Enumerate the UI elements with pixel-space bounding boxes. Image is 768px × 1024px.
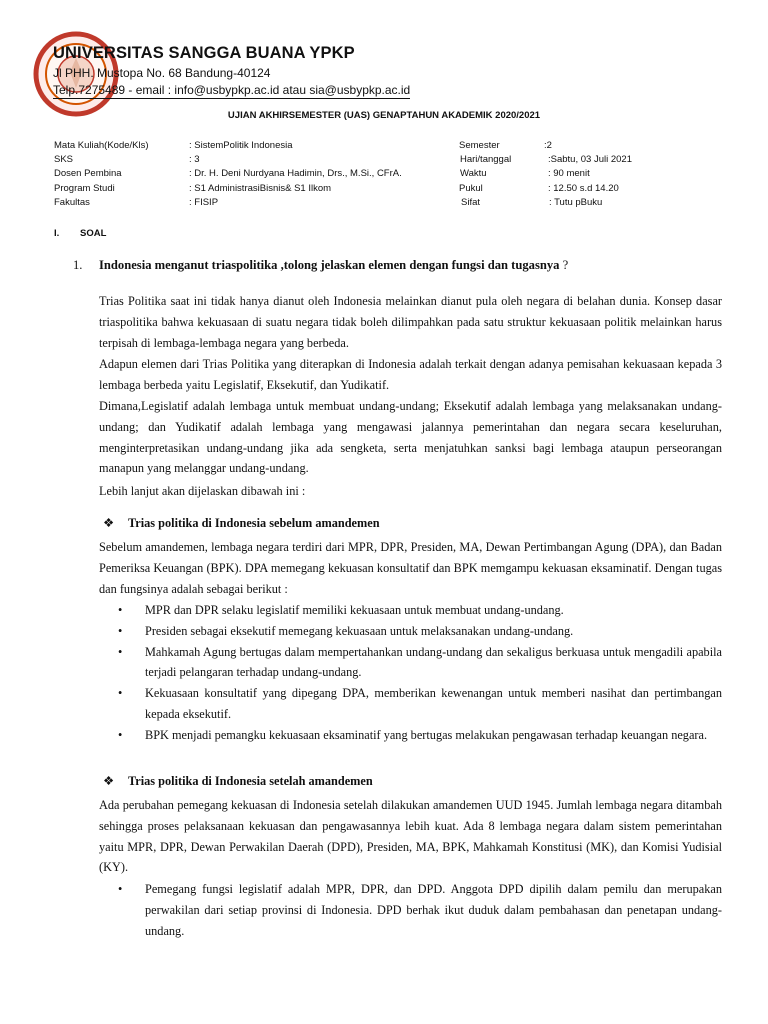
info-label: Dosen Pembina bbox=[54, 168, 122, 180]
question-number: 1. bbox=[73, 258, 83, 272]
info-labels-right bbox=[459, 139, 511, 210]
list-item: • Kekuasaan konsultatif yang dipegang DPA, memberikan kewenangan untuk memberi nasihat dan pertimbangan kepada eksekutif. bbox=[116, 683, 722, 725]
info-value: : S1 AdministrasiBisnis& S1 Ilkom bbox=[189, 182, 332, 194]
list-item: • MPR dan DPR selaku legislatif memiliki kekuasaan untuk membuat undang-undang. bbox=[116, 600, 722, 621]
diamond-bullet-icon: ❖ bbox=[103, 516, 115, 530]
info-label: Sifat bbox=[461, 196, 481, 208]
bullet-list-after bbox=[116, 879, 722, 941]
info-labels-left bbox=[54, 139, 149, 210]
info-values-left bbox=[189, 139, 402, 210]
bullet-icon: • bbox=[118, 644, 123, 659]
question-text: Indonesia menganut triaspolitika ,tolong jelaskan elemen dengan fungsi dan tugasnya bbox=[99, 258, 560, 272]
section-heading bbox=[54, 228, 106, 239]
university-contact: Telp.7275489 - email : info@usbypkp.ac.id atau sia@usbypkp.ac.id bbox=[53, 83, 411, 97]
info-value: : FISIP bbox=[189, 196, 219, 208]
list-item: • Mahkamah Agung bertugas dalam mempertahankan undang-undang dan sekaligus berkuasa untuk mengadili apabila terjadi pelangaran terhadap undang-undang. bbox=[116, 642, 722, 684]
university-address: Jl PHH. Mustopa No. 68 Bandung-40124 bbox=[53, 66, 271, 80]
section-title: SOAL bbox=[80, 228, 107, 239]
subheading-title: Trias politika di Indonesia setelah amandemen bbox=[128, 774, 373, 788]
subheading-before-amendment bbox=[103, 516, 380, 531]
answer-paragraph: Adapun elemen dari Trias Politika yang diterapkan di Indonesia adalah terkait dengan adanya pemisahan kekuasaan kepada 3 lembaga berbeda yaitu Legislatif, Eksekutif, dan Yudikatif. bbox=[99, 357, 722, 392]
info-label: SKS bbox=[54, 154, 74, 166]
info-label: Program Studi bbox=[54, 182, 115, 194]
info-label: Semester bbox=[459, 140, 500, 151]
info-value: : 12.50 s.d 14.20 bbox=[548, 182, 619, 194]
info-value: : 90 menit bbox=[548, 168, 590, 180]
list-item: • Presiden sebagai eksekutif memegang kekuasaan untuk melaksanakan undang-undang. bbox=[116, 621, 722, 642]
bullet-icon: • bbox=[118, 603, 123, 617]
info-value: : Dr. H. Deni Nurdyana Hadimin, Drs., M.Si., CFrA. bbox=[189, 168, 402, 180]
list-item: • BPK menjadi pemangku kekuasaan eksaminatif yang bertugas melakukan pengawasan terhadap keuangan negara. bbox=[116, 725, 722, 746]
bullet-icon: • bbox=[118, 882, 123, 896]
bullet-icon: • bbox=[118, 686, 123, 701]
exam-title: UJIAN AKHIRSEMESTER (UAS) GENAPTAHUN AKADEMIK 2020/2021 bbox=[227, 110, 541, 121]
info-label: Waktu bbox=[460, 168, 487, 180]
info-value: : Tutu pBuku bbox=[549, 196, 603, 208]
question-mark: ? bbox=[559, 258, 569, 272]
answer-paragraph: Ada perubahan pemegang kekuasan di Indonesia setelah dilakukan amandemen UUD 1945. Jumlah lembaga negara ditambah sehingga proses pelaksanaan kekuasan dan pengawasannya lebih kuat. Ada 8 lembaga negara dalam sistem pemerintahan yaitu MPR, DPR, Dewan Perwakilan Daerah (DPD), Presiden, MA, BPK, Mahkamah Konstitusi (MK), dan Komisi Yudisial (KY). bbox=[99, 798, 722, 875]
info-value: :2 bbox=[544, 140, 552, 151]
university-name: UNIVERSITAS SANGGA BUANA YPKP bbox=[53, 44, 355, 62]
subheading-after-amendment bbox=[103, 774, 373, 789]
info-label: Fakultas bbox=[54, 196, 90, 208]
info-label: Pukul bbox=[459, 182, 483, 194]
info-label: Hari/tanggal bbox=[460, 154, 512, 166]
info-value: : 3 bbox=[189, 154, 200, 166]
bullet-icon: • bbox=[118, 727, 123, 742]
info-values-right bbox=[542, 139, 632, 210]
info-value: : SistemPolitik Indonesia bbox=[189, 140, 293, 151]
question-1 bbox=[73, 258, 568, 273]
bullet-icon: • bbox=[118, 623, 123, 638]
subheading-title: Trias politika di Indonesia sebelum amandemen bbox=[128, 516, 380, 530]
info-label: Mata Kuliah(Kode/Kls) bbox=[54, 140, 149, 151]
answer-paragraph: Sebelum amandemen, lembaga negara terdiri dari MPR, DPR, Presiden, MA, Dewan Pertimbangan Agung (DPA), dan Badan Pemeriksa Keuangan (BPK). DPA memegang kekuasan konsultatif dan BPK memgampu kekuasan eksaminatif. Dengan tugas dan fungsinya adalah sebagai berikut : bbox=[99, 540, 722, 596]
bullet-list-before bbox=[116, 600, 722, 746]
info-value: :Sabtu, 03 Juli 2021 bbox=[548, 154, 632, 166]
answer-paragraph: Lebih lanjut akan dijelaskan dibawah ini : bbox=[99, 484, 306, 498]
answer-paragraph: Dimana,Legislatif adalah lembaga untuk membuat undang-undang; Eksekutif adalah lembaga yang melaksanakan undang-undang; dan Yudikatif adalah lembaga yang mengawasi jalannya pemerintahan dan negara secara keseluruhan, menginterpretasikan undang-undang jika ada sengketa, serta menjatuhkan sanksi bagi lembaga ataupun perseorangan manapun yang melanggar undang-undang. bbox=[99, 399, 722, 476]
list-item: • Pemegang fungsi legislatif adalah MPR, DPR, dan DPD. Anggota DPD dipilih dalam pemilu dan merupakan perwakilan dari setiap provinsi di Indonesia. DPD berhak ikut duduk dalam pembahasan dan penetapan undang-undang. bbox=[116, 879, 722, 941]
answer-paragraph: Trias Politika saat ini tidak hanya dianut oleh Indonesia melainkan dianut pula oleh negara di belahan dunia. Konsep dasar triaspolitika bahwa kekuasaan di suatu negara tidak boleh dilimpahkan pada satu struktur kekuasaan politik melainkan harus terpisah di lembaga-lembaga negara yang berbeda. bbox=[99, 294, 722, 350]
section-number: I. bbox=[54, 228, 60, 239]
diamond-bullet-icon: ❖ bbox=[103, 774, 115, 788]
